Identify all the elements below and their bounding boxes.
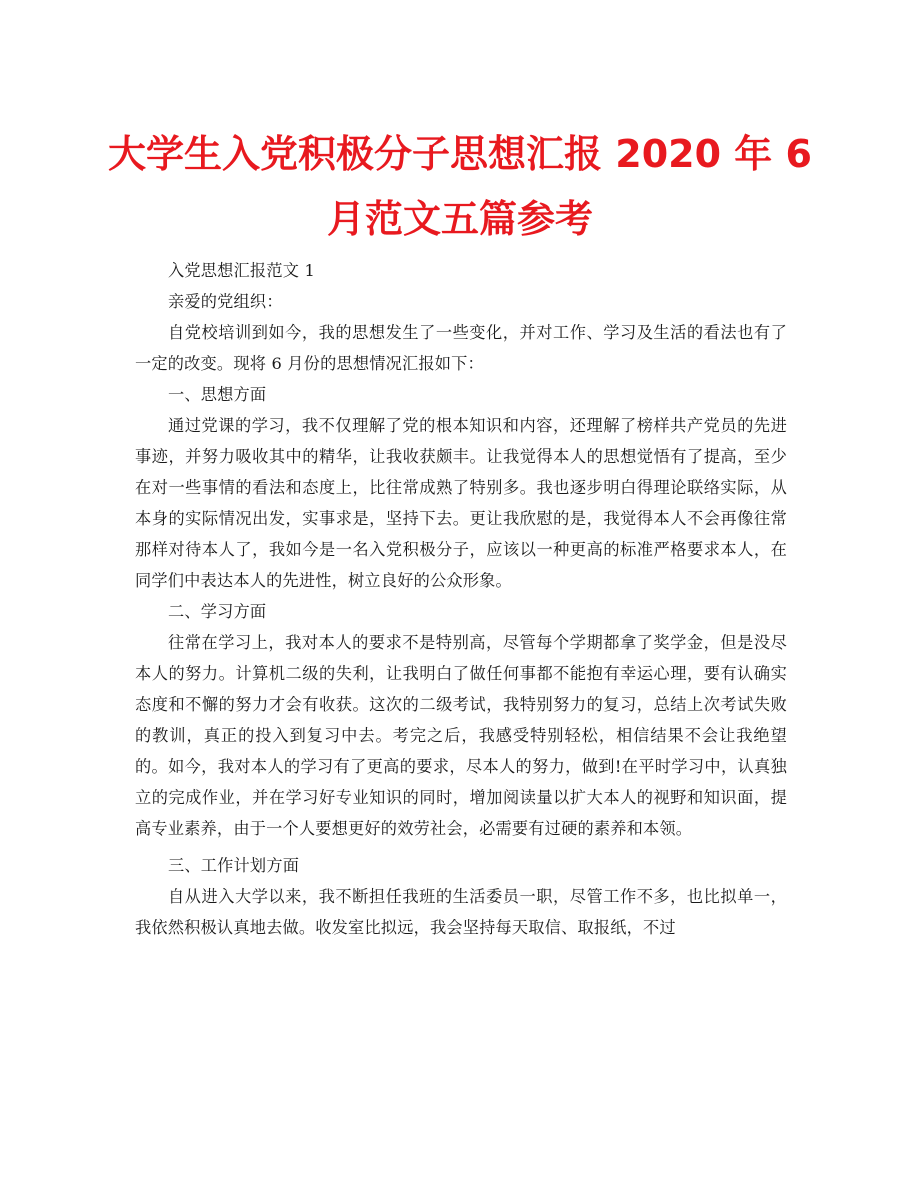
study-paragraph: 往常在学习上，我对本人的要求不是特别高，尽管每个学期都拿了奖学金，但是没尽本人的努力。计算机二级的失利，让我明白了做任何事都不能抱有幸运心理，要有认确实态度和不懈的努力才会有收获。这次的二级考试，我特别努力的复习，总结上次考试失败的教训，真正的投入到复习中去。考完之后，我感受特别轻松，相信结果不会让我绝望的。如今，我对本人的学习有了更高的要求，尽本人的努力，做到!在平时学习中，认真独立的完成作业，并在学习好专业知识的同时，增加阅读量以扩大本人的视野和知识面，提高专业素养，由于一个人要想更好的效劳社会，必需要有过硬的素养和本领。: [135, 633, 787, 838]
thought-paragraph: 通过党课的学习，我不仅理解了党的根本知识和内容，还理解了榜样共产党员的先进事迹，并努力吸收其中的精华，让我收获颇丰。让我觉得本人的思想觉悟有了提高，至少在对一些事情的看法和态度上，比往常成熟了特别多。我也逐步明白得理论联络实际，从本身的实际情况出发，实事求是，坚持下去。更让我欣慰的是，我觉得本人不会再像往常那样对待本人了，我如今是一名入党积极分子，应该以一种更高的标准严格要求本人，在同学们中表达本人的先进性，树立良好的公众形象。: [135, 416, 787, 590]
document-title-line-1: 大学生入党积极分子思想汇报 2020 年 6: [108, 132, 812, 176]
salutation: 亲爱的党组织：: [168, 292, 283, 311]
essay-label: 入党思想汇报范文 1: [168, 261, 315, 280]
section-heading-study: 二、学习方面: [168, 602, 267, 621]
document-title-line-2: 月范文五篇参考: [326, 197, 593, 241]
document-body: [135, 255, 787, 943]
work-paragraph: 自从进入大学以来，我不断担任我班的生活委员一职，尽管工作不多，也比拟单一，我依然积极认真地去做。收发室比拟远，我会坚持每天取信、取报纸，不过: [135, 887, 787, 937]
intro-paragraph: 自党校培训到如今，我的思想发生了一些变化，并对工作、学习及生活的看法也有了一定的改变。现将 6 月份的思想情况汇报如下：: [135, 323, 787, 373]
section-heading-work: 三、工作计划方面: [168, 856, 300, 875]
section-heading-thought: 一、思想方面: [168, 385, 267, 404]
